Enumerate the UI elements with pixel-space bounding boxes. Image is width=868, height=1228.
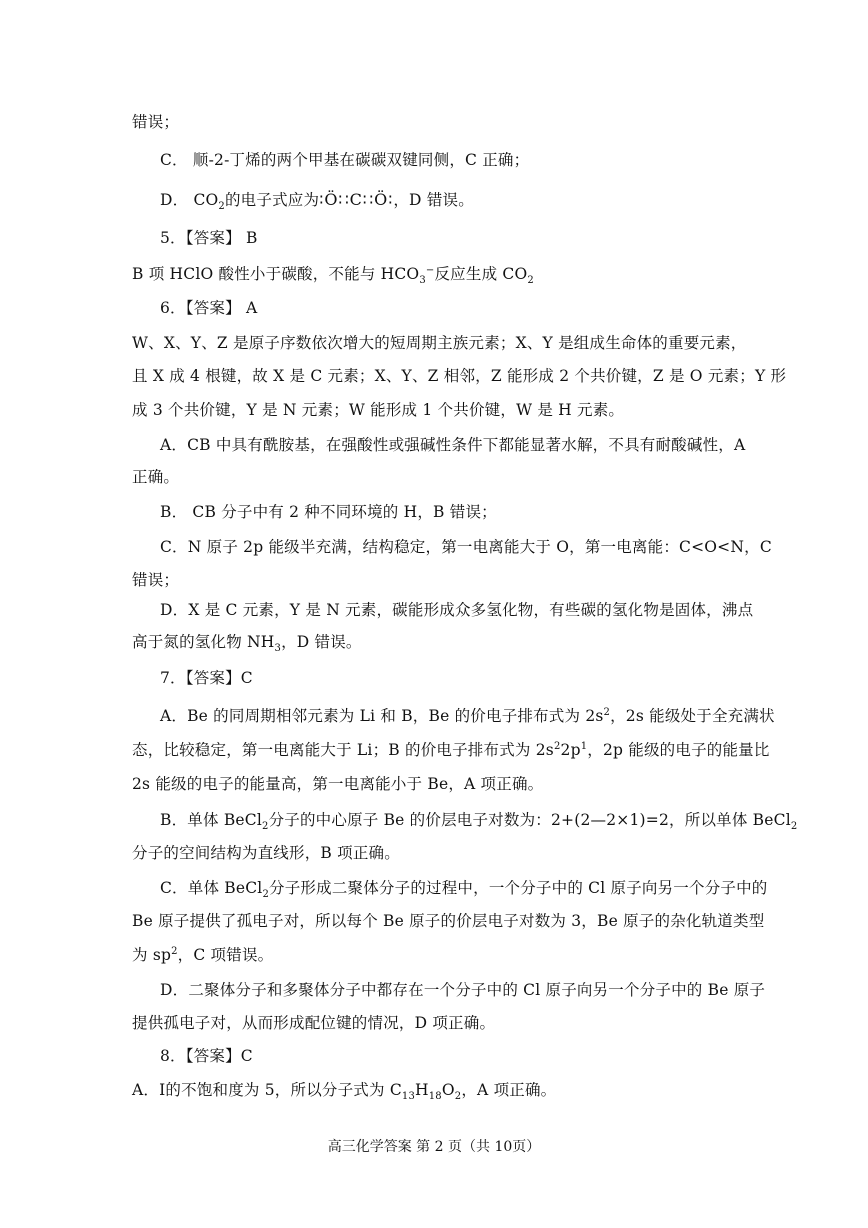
text-line: C． 顺-2-丁烯的两个甲基在碳碳双键同侧，C 正确； bbox=[160, 151, 530, 169]
text-line: 错误； bbox=[132, 571, 180, 589]
text-line: 正确。 bbox=[132, 468, 180, 486]
text-line: 提供孤电子对，从而形成配位键的情况，D 项正确。 bbox=[132, 1014, 496, 1032]
text-line: D．X 是 C 元素，Y 是 N 元素，碳能形成众多氢化物，有些碳的氢化物是固体，沸点 bbox=[160, 601, 754, 619]
text-line: A．CB 中具有酰胺基，在强酸性或强碱性条件下都能显著水解，不具有耐酸碱性，A bbox=[160, 436, 746, 454]
text-line: 成 3 个共价键，Y 是 N 元素；W 能形成 1 个共价键，W 是 H 元素。 bbox=[132, 401, 625, 419]
text-line: B． CB 分子中有 2 种不同环境的 H，B 错误； bbox=[160, 503, 497, 521]
text-line: D． $CO_2$的电子式应为∶Ö∷C∷Ö∶，D 错误。 bbox=[160, 190, 474, 213]
answer-heading: 5．【答案】 B bbox=[160, 229, 258, 247]
co2-electron-formula: ∶Ö∷C∷Ö∶ bbox=[319, 190, 394, 209]
text-line: W、X、Y、Z 是原子序数依次增大的短周期主族元素；X、Y 是组成生命体的重要元素， bbox=[132, 334, 747, 352]
answer-heading: 8．【答案】C bbox=[160, 1047, 253, 1065]
answer-heading: 7．【答案】C bbox=[160, 669, 253, 687]
text-line: B．单体 BeCl$_2$分子的中心原子 Be 的价层电子对数为：2+(2—2×1)=2，所以单体 BeCl$_2$ bbox=[160, 811, 798, 833]
text-line: A．I的不饱和度为 5，所以分子式为 $C_{13}H_{18}O_2$，A 项正确。 bbox=[132, 1081, 557, 1103]
text-line: A．Be 的同周期相邻元素为 Li 和 B，Be 的价电子排布式为 $2s^2$，2s 能级处于全充满状 bbox=[160, 706, 775, 725]
text-line: B 项 HClO 酸性小于碳酸，不能与 $HCO_3^-$反应生成 $CO_2$ bbox=[132, 264, 534, 287]
text-line: Be 原子提供了孤电子对，所以每个 Be 原子的价层电子对数为 3，Be 原子的杂化轨道类型 bbox=[132, 912, 765, 930]
text-line: 且 X 成 4 根键，故 X 是 C 元素；X、Y、Z 相邻，Z 能形成 2 个共价键，Z 是 O 元素；Y 形 bbox=[132, 367, 787, 385]
answer-heading: 6．【答案】 A bbox=[160, 299, 258, 317]
text-line: 错误； bbox=[132, 113, 180, 131]
text-line: D．二聚体分子和多聚体分子中都存在一个分子中的 Cl 原子向另一个分子中的 Be 原子 bbox=[160, 981, 766, 999]
text-line: C．N 原子 2p 能级半充满，结构稳定，第一电离能大于 O，第一电离能：C<O<N，C bbox=[160, 538, 772, 556]
text-line: 2s 能级的电子的能量高，第一电离能小于 Be，A 项正确。 bbox=[132, 775, 544, 793]
text-line: C．单体 BeCl$_2$分子形成二聚体分子的过程中，一个分子中的 Cl 原子向另一个分子中的 bbox=[160, 879, 768, 901]
text-line: 为 $sp^2$，C 项错误。 bbox=[132, 945, 274, 964]
text-line: 分子的空间结构为直线形，B 项正确。 bbox=[132, 844, 400, 862]
text-line: 高于氮的氢化物 $NH_3$，D 错误。 bbox=[132, 633, 362, 655]
text-line: 态，比较稳定，第一电离能大于 Li；B 的价电子排布式为 $2s^22p^1$，2p 能级的电子的能量比 bbox=[132, 740, 770, 759]
page-footer: 高三化学答案 第 2 页（共 10页） bbox=[327, 1139, 541, 1155]
